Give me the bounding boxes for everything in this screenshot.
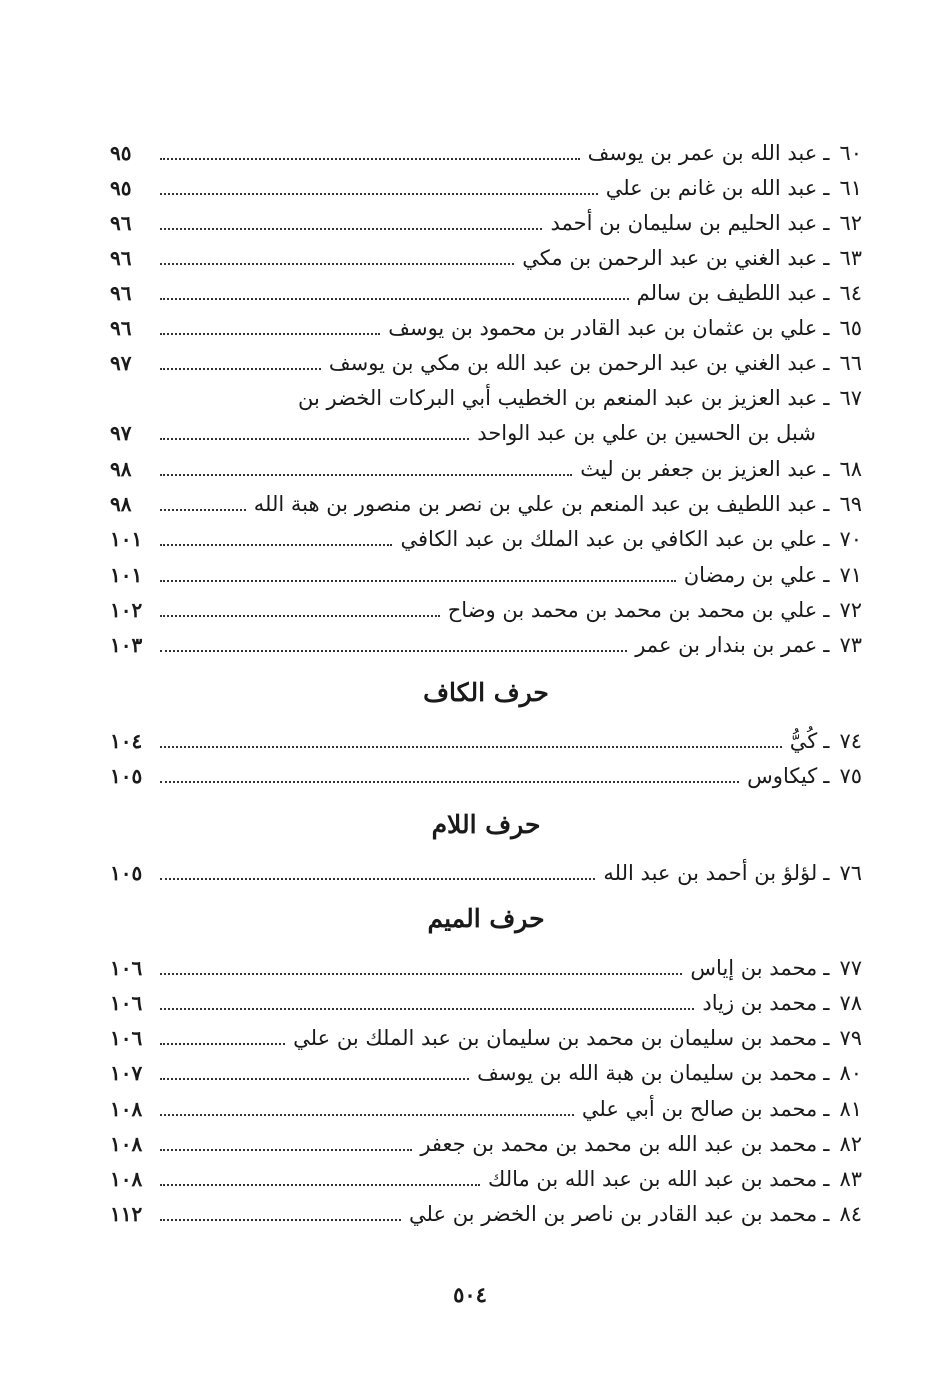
entry-number: ٧٣ [839,633,862,657]
entry-page: ١٠٣ [110,633,143,657]
entry-number: ٧٠ [839,527,862,551]
toc-entry [110,1162,862,1196]
dot-leader [160,193,598,195]
toc-entry [110,136,862,170]
entry-title: عبد الله بن عمر بن يوسف [587,141,818,165]
entry-dash: ـ [823,861,830,885]
entry-page: ٩٨ [110,492,132,516]
entry-dash: ـ [823,1167,830,1191]
entry-dash: ـ [823,991,830,1015]
entry-page: ٩٦ [110,211,132,235]
entry-page: ١٠٨ [110,1097,143,1121]
entry-title: عبد الغني بن عبد الرحمن بن مكي [522,246,818,270]
entry-number: ٧١ [839,563,862,587]
entry-dash: ـ [823,956,830,980]
toc-entry [110,276,862,310]
toc-entry [110,206,862,240]
entry-dash: ـ [823,386,830,410]
entry-number: ٧٢ [839,598,862,622]
entry-title: محمد بن إياس [690,956,818,980]
entry-title: كُيُّ [789,729,818,753]
entry-dash: ـ [823,1026,830,1050]
entry-page: ١٠٦ [110,991,143,1015]
dot-leader [160,1008,694,1010]
entry-number: ٦٤ [839,281,862,305]
entry-dash: ـ [823,563,830,587]
entry-number: ٧٤ [839,729,862,753]
dot-leader [160,368,321,370]
entry-dash: ـ [823,176,830,200]
toc-entry [110,1021,862,1055]
toc-entry [110,986,862,1020]
entry-dash: ـ [823,351,830,375]
entry-title: علي بن عبد الكافي بن عبد الملك بن عبد الكافي [400,527,818,551]
entry-title: لؤلؤ بن أحمد بن عبد الله [603,861,818,885]
toc-entry [110,1197,862,1231]
entry-dash: ـ [823,141,830,165]
toc-entry [110,724,862,758]
entry-number: ٨٤ [839,1202,862,1226]
toc-entry [110,951,862,985]
toc-entry-continuation [110,416,862,450]
dot-leader [160,1219,401,1221]
toc-entry [110,1092,862,1126]
entry-page: ١٠٨ [110,1132,143,1156]
dot-leader [160,1043,285,1045]
dot-leader [160,158,580,160]
entry-number: ٦٠ [839,141,862,165]
entry-number: ٧٧ [839,956,862,980]
dot-leader [160,650,627,652]
entry-page: ١٠٨ [110,1167,143,1191]
dot-leader [160,333,380,335]
entry-dash: ـ [823,1132,830,1156]
entry-page: ١٠٢ [110,598,143,622]
dot-leader [160,1149,412,1151]
dot-leader [160,878,595,880]
entry-page: ٩٦ [110,281,132,305]
page-number: ٥٠٤ [453,1282,487,1307]
dot-leader [160,228,542,230]
section-heading-lam: حرف اللام [431,810,541,839]
entry-number: ٦٧ [839,386,862,410]
dot-leader [160,973,682,975]
entry-title: محمد بن سليمان بن هبة الله بن يوسف [477,1061,818,1085]
entry-number: ٦٣ [839,246,862,270]
entry-page: ٩٨ [110,457,132,481]
entry-number: ٦٦ [839,351,862,375]
entry-page: ١٠١ [110,563,143,587]
dot-leader [160,544,392,546]
entry-number: ٨٢ [839,1132,862,1156]
entry-page: ٩٦ [110,316,132,340]
section-heading-mim: حرف الميم [427,904,545,933]
toc-entry [110,487,862,521]
entry-title: محمد بن زياد [702,991,818,1015]
entry-number: ٧٩ [839,1026,862,1050]
entry-title: محمد بن عبد القادر بن ناصر بن الخضر بن علي [409,1202,818,1226]
entry-dash: ـ [823,457,830,481]
entry-page: ١٠٧ [110,1061,143,1085]
entry-page: ٩٦ [110,246,132,270]
entry-page: ١٠٥ [110,861,143,885]
toc-entry [110,171,862,205]
entry-title: محمد بن سليمان بن محمد بن سليمان بن عبد الملك بن علي [293,1026,818,1050]
entry-number: ٨٣ [839,1167,862,1191]
dot-leader [160,438,469,440]
entry-title: عبد اللطيف بن سالم [636,281,818,305]
entry-title: عبد الغني بن عبد الرحمن بن عبد الله بن مكي بن يوسف [328,351,818,375]
toc-entry [110,856,862,890]
entry-title: علي بن عثمان بن عبد القادر بن محمود بن يوسف [388,316,818,340]
toc-entry [110,522,862,556]
entry-number: ٨١ [839,1097,862,1121]
entry-number: ٧٨ [839,991,862,1015]
dot-leader [160,509,246,511]
entry-title: علي بن رمضان [683,563,818,587]
toc-entry [110,311,862,345]
entry-number: ٧٦ [839,861,862,885]
entry-title: محمد بن صالح بن أبي علي [581,1097,818,1121]
toc-entry [110,452,862,486]
entry-page: ١٠٦ [110,1026,143,1050]
entry-dash: ـ [823,527,830,551]
entry-dash: ـ [823,492,830,516]
entry-number: ٦٨ [839,457,862,481]
entry-number: ٦١ [839,176,862,200]
toc-entry [110,759,862,793]
entry-page: ٩٧ [110,351,132,375]
entry-title: محمد بن عبد الله بن عبد الله بن مالك [488,1167,818,1191]
entry-dash: ـ [823,598,830,622]
entry-page: ١١٢ [110,1202,143,1226]
entry-dash: ـ [823,633,830,657]
toc-entry [110,1056,862,1090]
entry-title: عمر بن بندار بن عمر [635,633,818,657]
toc-entry [110,628,862,662]
toc-entry [110,346,862,380]
toc-entry [110,558,862,592]
entry-title-continued: شبل بن الحسين بن علي بن عبد الواحد [477,421,816,445]
entry-dash: ـ [823,246,830,270]
dot-leader [160,615,440,617]
entry-page: ٩٥ [110,141,132,165]
entry-dash: ـ [823,211,830,235]
toc-entry [110,241,862,275]
entry-title: عبد العزيز بن جعفر بن ليث [580,457,818,481]
section-heading-kaf: حرف الكاف [423,678,549,707]
dot-leader [160,746,782,748]
entry-title: كيكاوس [747,764,818,788]
entry-dash: ـ [823,1097,830,1121]
dot-leader [160,1184,480,1186]
entry-title: عبد الحليم بن سليمان بن أحمد [550,211,818,235]
entry-title: عبد الله بن غانم بن علي [605,176,818,200]
dot-leader [160,1078,469,1080]
entry-dash: ـ [823,1202,830,1226]
entry-page: ٩٥ [110,176,132,200]
entry-dash: ـ [823,729,830,753]
entry-dash: ـ [823,281,830,305]
dot-leader [160,1114,574,1116]
entry-dash: ـ [823,1061,830,1085]
entry-title: عبد العزيز بن عبد المنعم بن الخطيب أبي البركات الخضر بن [297,386,818,410]
entry-page: ١٠٥ [110,764,143,788]
dot-leader [160,781,739,783]
entry-number: ٦٥ [839,316,862,340]
toc-entry [110,1127,862,1161]
entry-dash: ـ [823,316,830,340]
dot-leader [160,298,629,300]
toc-entry [110,381,862,415]
entry-dash: ـ [823,764,830,788]
entry-page: ١٠٤ [110,729,143,753]
entry-number: ٧٥ [839,764,862,788]
entry-title: علي بن محمد بن محمد بن محمد بن وضاح [447,598,818,622]
dot-leader [160,263,514,265]
entry-number: ٨٠ [839,1061,862,1085]
entry-page: ١٠١ [110,527,143,551]
entry-page: ١٠٦ [110,956,143,980]
entry-number: ٦٢ [839,211,862,235]
dot-leader [160,474,572,476]
entry-title: محمد بن عبد الله بن محمد بن محمد بن جعفر [420,1132,818,1156]
entry-title: عبد اللطيف بن عبد المنعم بن علي بن نصر بن منصور بن هبة الله [253,492,818,516]
toc-entry [110,593,862,627]
dot-leader [160,580,676,582]
entry-number: ٦٩ [839,492,862,516]
entry-page: ٩٧ [110,421,132,445]
